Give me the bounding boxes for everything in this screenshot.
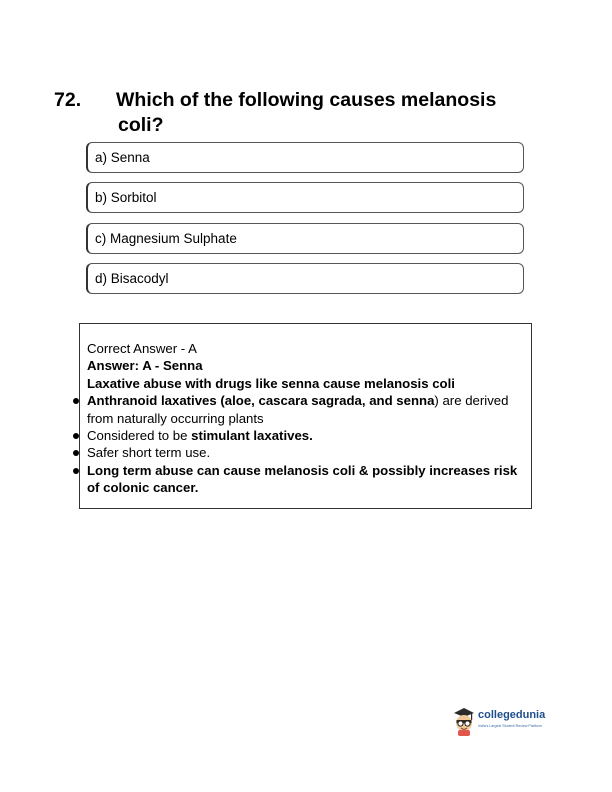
graduate-mascot-icon: [452, 706, 476, 736]
bullet-icon: [73, 468, 79, 474]
logo-name: collegedunia: [478, 709, 546, 721]
collegedunia-logo[interactable]: [452, 706, 562, 738]
logo-tagline: India's Largest Student Review Platform: [478, 724, 542, 728]
bullet-item: [87, 392, 527, 427]
option-label: d) Bisacodyl: [95, 271, 169, 286]
bullet-item: [87, 462, 527, 497]
bullet-text: Considered to be: [87, 428, 192, 444]
bullet-bold-text: Long term abuse can cause melanosis coli & possibly increases risk of colonic cancer.: [87, 462, 518, 496]
correct-answer-line: Correct Answer - A: [87, 341, 197, 356]
question-heading: [54, 88, 526, 138]
option-label: c) Magnesium Sulphate: [95, 231, 237, 246]
bullet-item: [87, 427, 527, 444]
option-label: b) Sorbitol: [95, 190, 157, 205]
option-label: a) Senna: [95, 150, 150, 165]
question-text: Which of the following causes melanosis coli?: [116, 89, 497, 136]
answer-content: [87, 340, 527, 497]
bullet-text: Safer short term use.: [87, 445, 211, 461]
option-a[interactable]: [86, 142, 524, 173]
answer-intro: Laxative abuse with drugs like senna cause melanosis coli: [87, 375, 455, 391]
bullet-item: [87, 444, 527, 461]
bullet-bold-text: stimulant laxatives.: [191, 428, 313, 444]
option-d[interactable]: [86, 263, 524, 294]
option-b[interactable]: [86, 182, 524, 213]
option-c[interactable]: [86, 223, 524, 254]
bullet-icon: [73, 433, 79, 439]
question-number: 72.: [54, 89, 82, 111]
bullet-text: ) are derived from naturally occurring plants: [87, 393, 509, 426]
answer-line: Answer: A - Senna: [87, 358, 203, 374]
bullet-bold-text: Anthranoid laxatives (aloe, cascara sagrada, and senna: [87, 393, 435, 409]
